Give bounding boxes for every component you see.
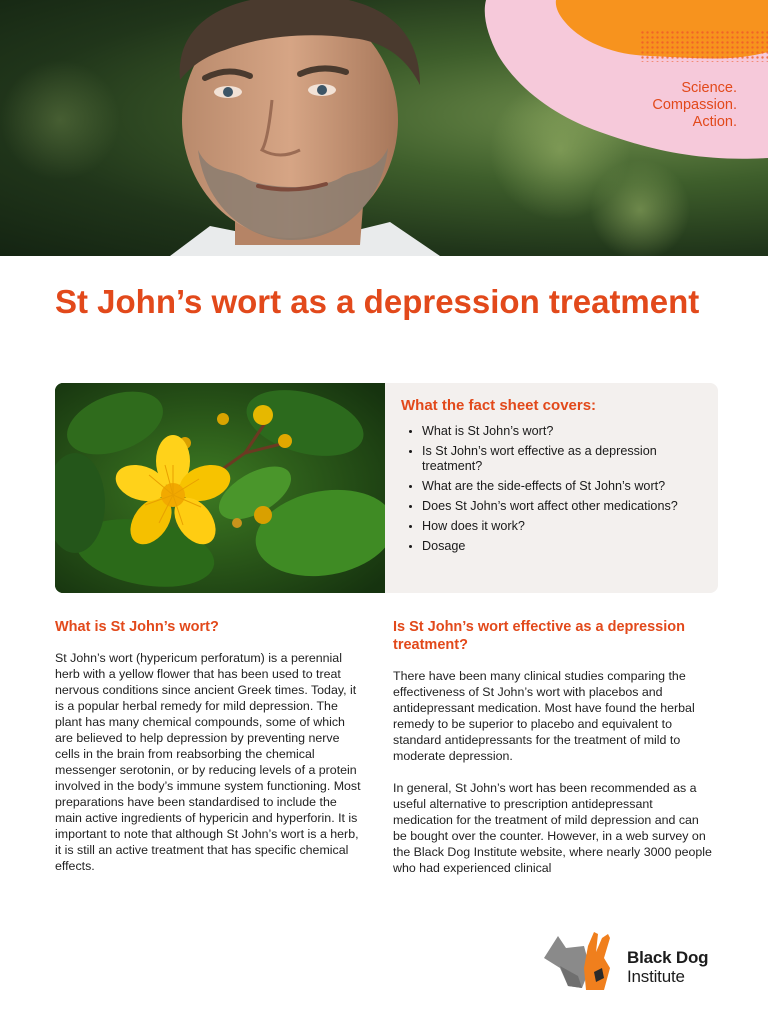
logo-line-1: Black Dog (627, 948, 709, 967)
fact-sheet-covers-panel (385, 383, 718, 593)
covers-list (401, 424, 708, 554)
tagline-line-action: Action. (692, 114, 737, 130)
logo-wordmark (627, 948, 708, 986)
section-effective-heading: Is St John’s wort effective as a depression treatment? (393, 619, 685, 653)
page-title: St John’s wort as a depression treatment (55, 283, 700, 320)
covers-item: • What are the side-effects of St John’s wort? (422, 479, 708, 494)
covers-item: • Dosage (422, 539, 708, 554)
covers-item: • Does St John’s wort affect other medications? (422, 499, 708, 514)
section-what-is-heading: What is St John’s wort? (55, 619, 219, 635)
tagline (652, 80, 737, 131)
section-effective-paragraph-1: There have been many clinical studies comparing the effectiveness of St John’s wort with placebos and antidepressant medication. Most have found the herbal remedy to be superior to placebo and equivalent to standard antidepressants for the treatment of mild to moderate depression. (393, 669, 695, 763)
dog-hand-logo-icon (544, 928, 624, 994)
black-dog-institute-logo (544, 928, 724, 994)
flower-illustration (55, 383, 385, 593)
section-what-is (55, 618, 365, 890)
hero-photo (0, 0, 768, 256)
flower-photo (55, 383, 385, 593)
covers-item: • How does it work? (422, 519, 708, 534)
covers-item: • Is St John’s wort effective as a depression treatment? (422, 444, 708, 474)
section-effective-paragraph-2: In general, St John’s wort has been recommended as a useful alternative to prescription antidepressant medication for the treatment of mild depression and can be bought over the counter. However, in a web survey on the Black Dog Institute website, where nearly 3000 people who had experienced clinical (393, 781, 712, 875)
tagline-line-science: Science. (681, 80, 737, 96)
section-effective (393, 618, 713, 892)
covers-heading: What the fact sheet covers: (401, 397, 597, 414)
covers-item: • What is St John’s wort? (422, 424, 708, 439)
section-what-is-paragraph: St John’s wort (hypericum perforatum) is a perennial herb with a yellow flower that has been used to treat nervous conditions since ancient Greek times. Today, it is a popular herbal remedy for mild depression. The plant has many chemical compounds, some of which are believed to help depression by preventing nerve cells in the brain from reabsorbing the chemical messenger serotonin, or by reducing levels of a protein involved in the body’s immune system functioning. Most preparations have been standardised to include the main active ingredients of hypericin and hyperforin. It is important to note that although St John’s wort is a herb, it is still an active treatment that has specific chemical effects. (55, 651, 361, 873)
logo-line-2: Institute (627, 967, 685, 986)
tagline-line-compassion: Compassion. (652, 97, 737, 113)
